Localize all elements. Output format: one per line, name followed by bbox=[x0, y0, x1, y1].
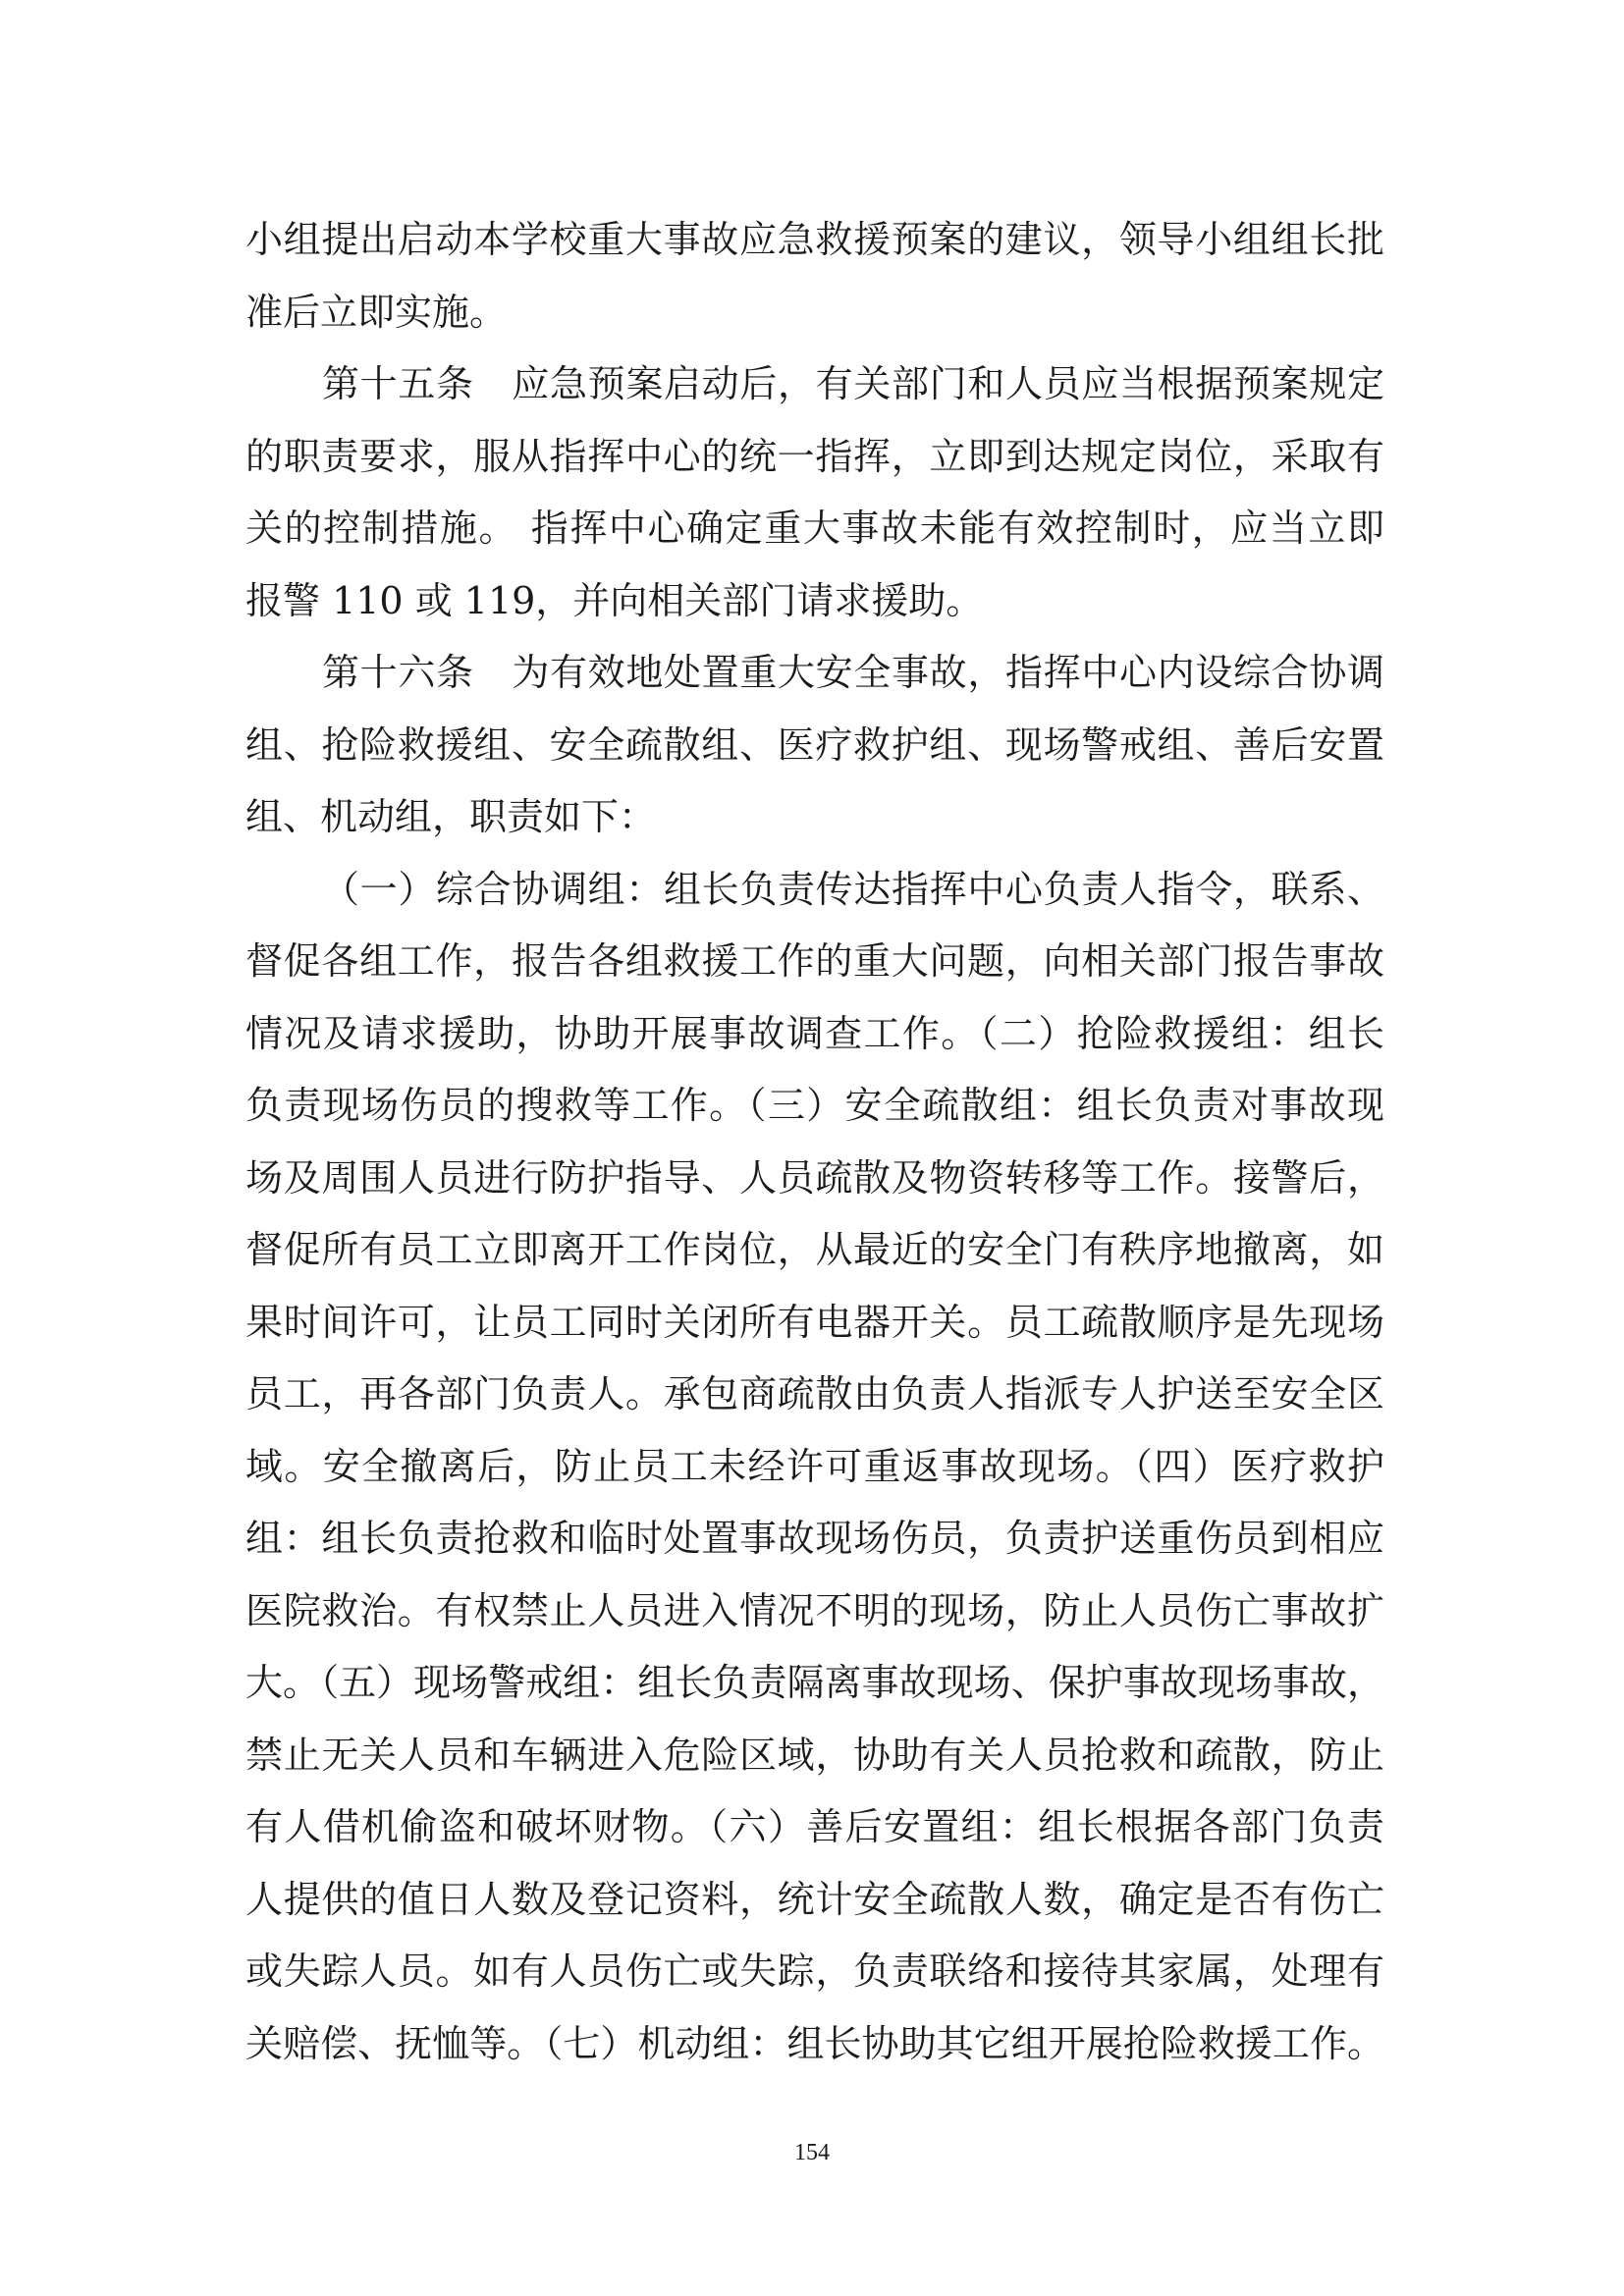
text-line: 域。安全撤离后，防止员工未经许可重返事故现场。（四）医疗救护 bbox=[245, 1444, 1384, 1488]
text-line: 关赔偿、抚恤等。（七）机动组：组长协助其它组开展抢险救援工作。 bbox=[245, 2021, 1384, 2065]
text-line: 负责现场伤员的搜救等工作。（三）安全疏散组：组长负责对事故现 bbox=[245, 1084, 1384, 1127]
article-15-heading-line: 第十五条 应急预案启动后，有关部门和人员应当根据预案规定 bbox=[322, 362, 1384, 405]
text-line: 督促所有员工立即离开工作岗位，从最近的安全门有秩序地撤离，如 bbox=[245, 1228, 1384, 1271]
section-1-line: （一）综合协调组：组长负责传达指挥中心负责人指令，联系、 bbox=[322, 867, 1384, 911]
text-line: 场及周围人员进行防护指导、人员疏散及物资转移等工作。接警后， bbox=[245, 1155, 1384, 1200]
text-line: 医院救治。有权禁止人员进入情况不明的现场，防止人员伤亡事故扩 bbox=[245, 1588, 1384, 1632]
text-line: 督促各组工作，报告各组救援工作的重大问题，向相关部门报告事故 bbox=[245, 939, 1384, 983]
text-line: 组：组长负责抢救和临时处置事故现场伤员，负责护送重伤员到相应 bbox=[245, 1517, 1384, 1560]
text-line: 员工，再各部门负责人。承包商疏散由负责人指派专人护送至安全区 bbox=[245, 1372, 1384, 1415]
text-line: 禁止无关人员和车辆进入危险区域，协助有关人员抢救和疏散，防止 bbox=[245, 1733, 1384, 1777]
text-line: 有人借机偷盗和破坏财物。（六）善后安置组：组长根据各部门负责 bbox=[245, 1805, 1384, 1848]
page-number: 154 bbox=[794, 2140, 830, 2165]
text-line: 人提供的值日人数及登记资料，统计安全疏散人数，确定是否有伤亡 bbox=[245, 1877, 1384, 1921]
text-line: 或失踪人员。如有人员伤亡或失踪，负责联络和接待其家属，处理有 bbox=[245, 1949, 1384, 1993]
text-line: 的职责要求，服从指挥中心的统一指挥，立即到达规定岗位，采取有 bbox=[245, 434, 1384, 478]
text-line: 组、抢险救援组、安全疏散组、医疗救护组、现场警戒组、善后安置 bbox=[245, 722, 1384, 767]
text-line: 准后立即实施。 bbox=[245, 290, 508, 334]
text-line: 情况及请求援助，协助开展事故调查工作。（二）抢险救援组：组长 bbox=[245, 1011, 1384, 1055]
text-line: 组、机动组，职责如下： bbox=[245, 795, 657, 838]
text-line: 关的控制措施。 指挥中心确定重大事故未能有效控制时，应当立即 bbox=[245, 507, 1384, 550]
body-text bbox=[245, 204, 1384, 2080]
text-line: 小组提出启动本学校重大事故应急救援预案的建议，领导小组组长批 bbox=[245, 218, 1384, 261]
text-line: 报警 110 或 119，并向相关部门请求援助。 bbox=[245, 578, 984, 622]
article-16-heading-line: 第十六条 为有效地处置重大安全事故，指挥中心内设综合协调 bbox=[322, 651, 1384, 694]
text-line: 大。（五）现场警戒组：组长负责隔离事故现场、保护事故现场事故， bbox=[245, 1661, 1384, 1704]
text-line: 果时间许可，让员工同时关闭所有电器开关。员工疏散顺序是先现场 bbox=[245, 1300, 1384, 1344]
